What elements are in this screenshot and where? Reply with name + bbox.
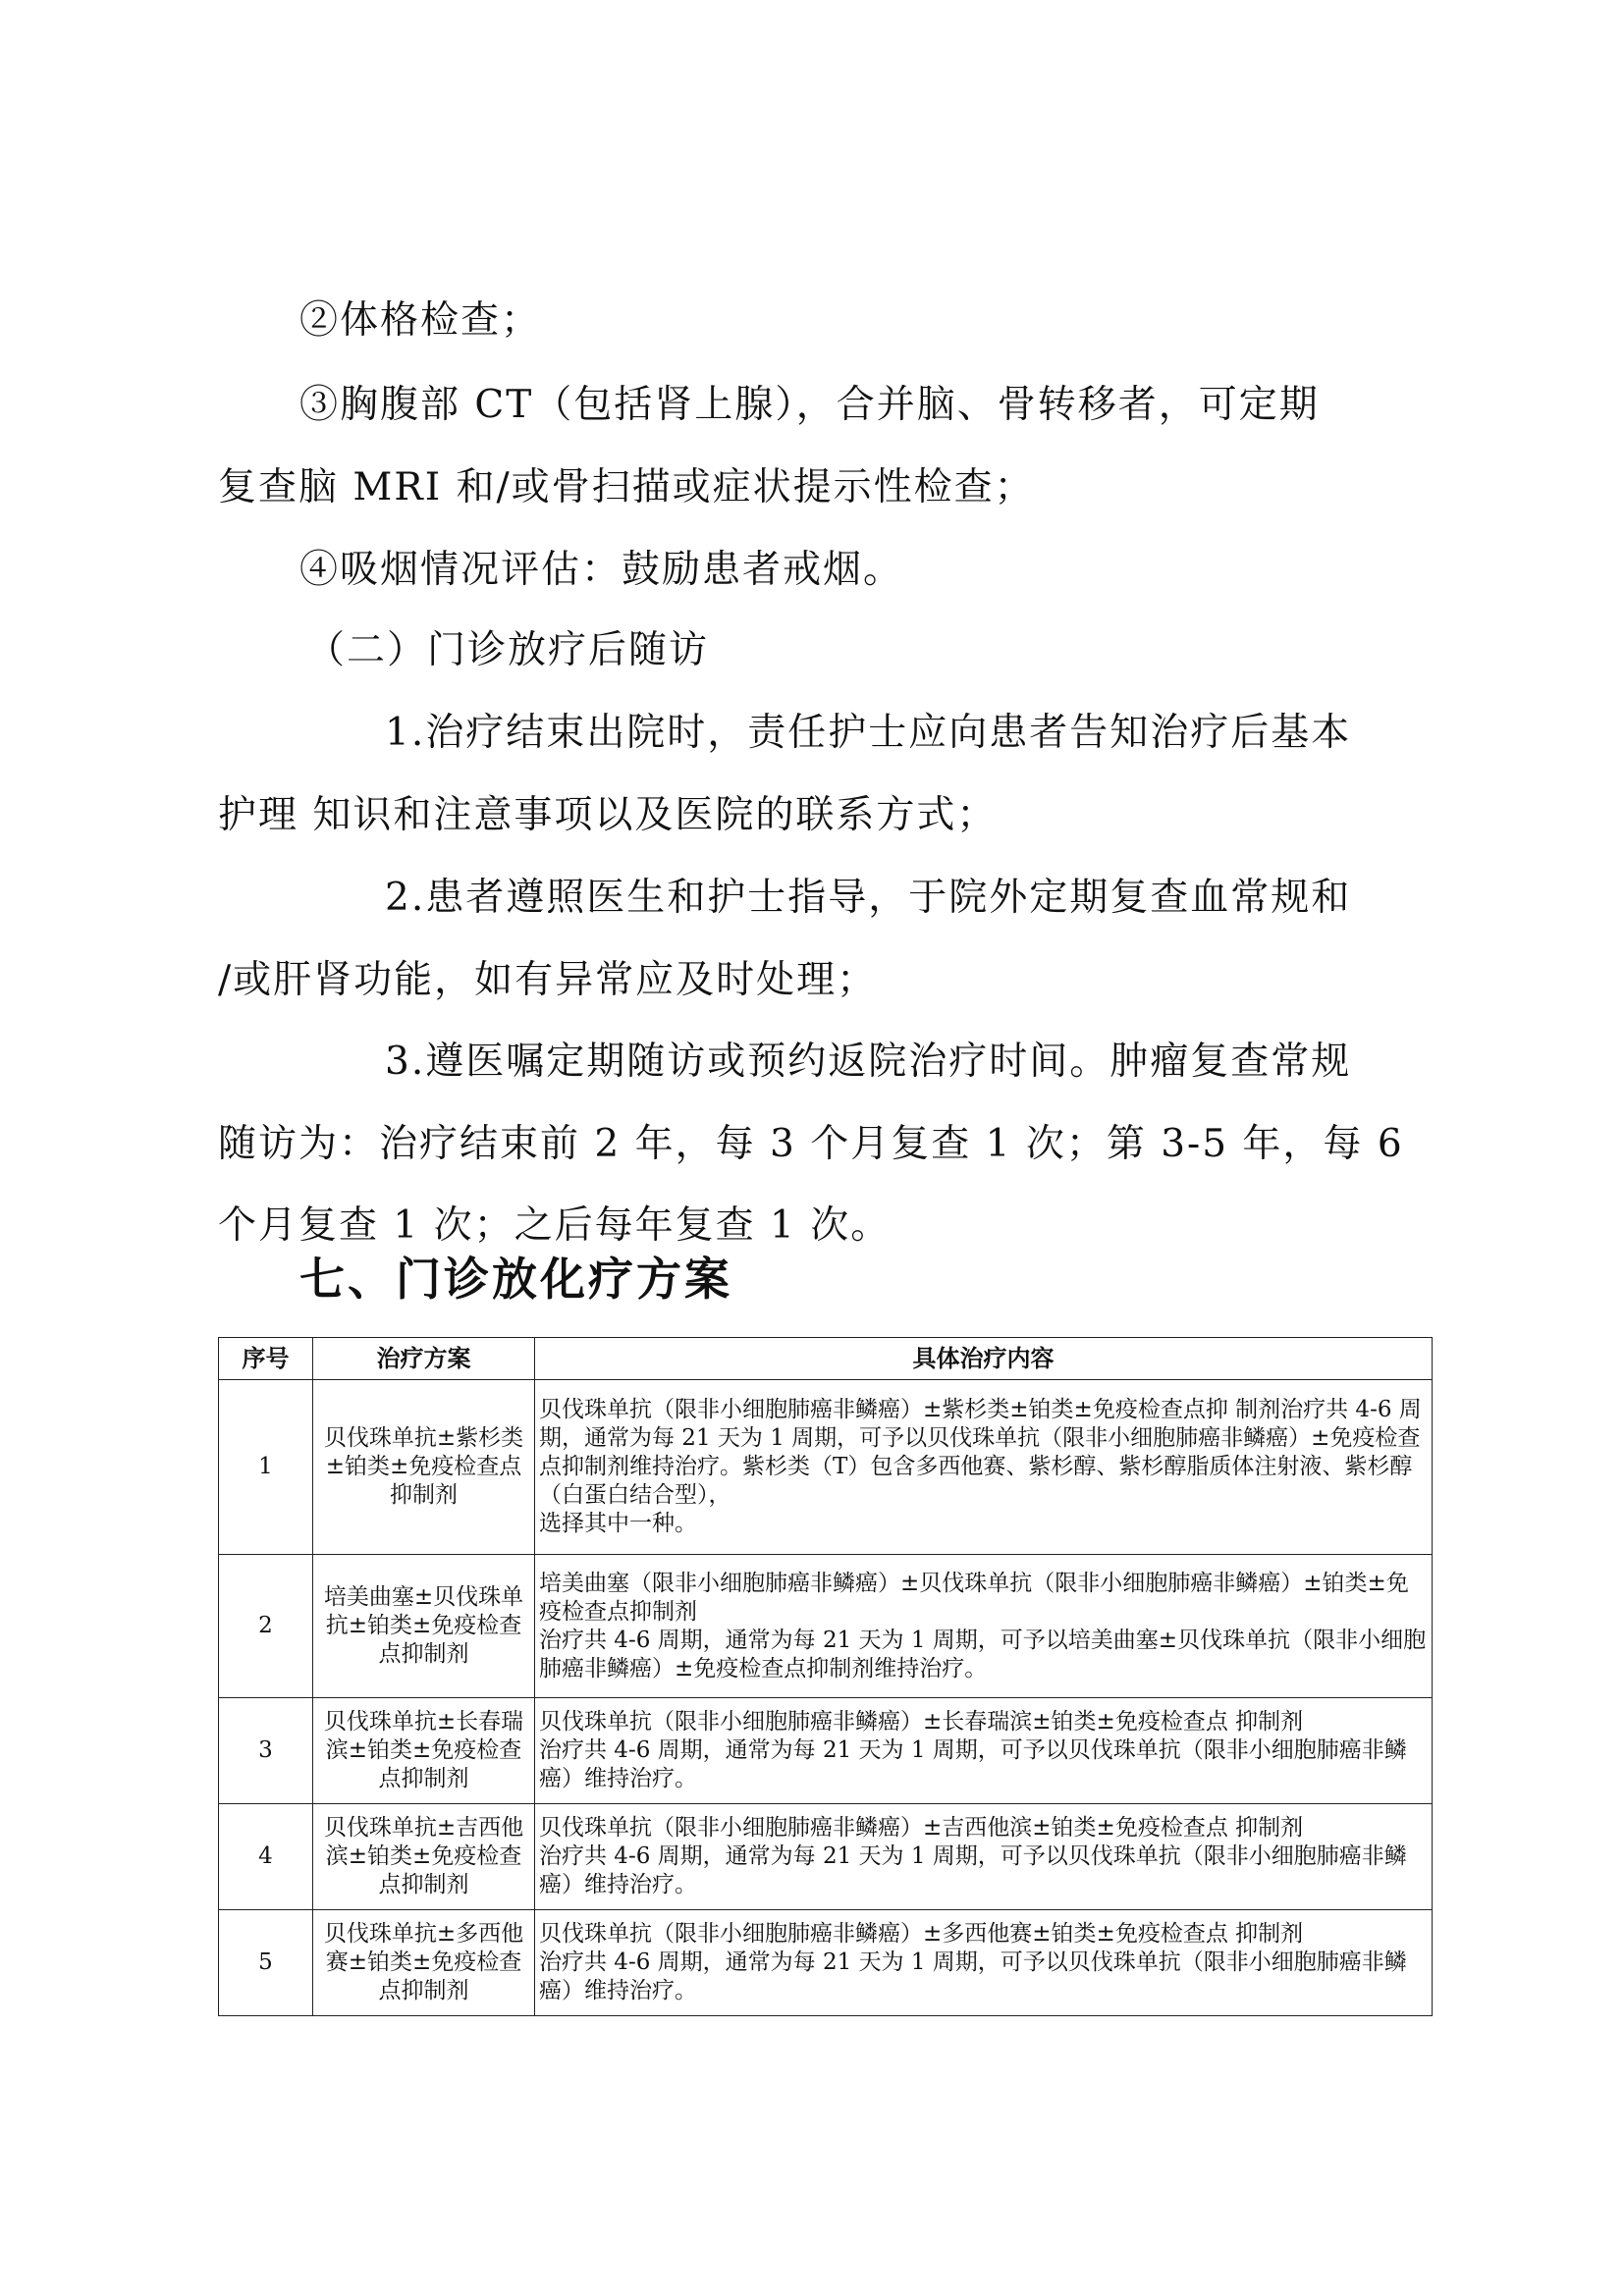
followup-p3-line1: 3.遵医嘱定期随访或预约返院治疗时间。肿瘤复查常规 xyxy=(385,1040,1352,1084)
table-row xyxy=(219,1910,1433,2016)
row-detail xyxy=(535,1555,1433,1698)
row-plan-name: 贝伐珠单抗±长春瑞滨±铂类±免疫检查点抑制剂 xyxy=(313,1698,535,1804)
row-plan-name: 培美曲塞±贝伐珠单抗±铂类±免疫检查点抑制剂 xyxy=(313,1555,535,1698)
row-detail-line: 治疗共 4-6 周期，通常为每 21 天为 1 周期，可予以贝伐珠单抗（限非小细胞肺癌非鳞癌）维持治疗。 xyxy=(539,1737,1407,1791)
row-detail-line: 治疗共 4-6 周期，通常为每 21 天为 1 周期，可予以贝伐珠单抗（限非小细胞肺癌非鳞癌）维持治疗。 xyxy=(539,1949,1407,2003)
table-row xyxy=(219,1698,1433,1804)
exam-item-physical: ②体格检查； xyxy=(299,298,542,343)
row-detail xyxy=(535,1380,1433,1555)
followup-heading: （二）门诊放疗后随访 xyxy=(306,628,710,672)
row-number: 1 xyxy=(219,1380,313,1555)
column-header-no: 序号 xyxy=(219,1338,313,1380)
exam-item-ct-line1: ③胸腹部 CT（包括肾上腺），合并脑、骨转移者，可定期 xyxy=(299,383,1320,427)
table-row xyxy=(219,1555,1433,1698)
row-number: 4 xyxy=(219,1804,313,1910)
row-detail-line: 治疗共 4-6 周期，通常为每 21 天为 1 周期，可予以培美曲塞±贝伐珠单抗（限非小细胞肺癌非鳞癌）±免疫检查点抑制剂维持治疗。 xyxy=(539,1627,1427,1682)
table-header-row xyxy=(219,1338,1433,1380)
row-detail-line: 贝伐珠单抗（限非小细胞肺癌非鳞癌）±多西他赛±铂类±免疫检查点 抑制剂 xyxy=(539,1921,1304,1947)
treatment-plan-table xyxy=(218,1337,1433,2016)
followup-p3-line2: 随访为：治疗结束前 2 年，每 3 个月复查 1 次；第 3-5 年，每 6 xyxy=(218,1122,1404,1166)
row-detail-line: 治疗共 4-6 周期，通常为每 21 天为 1 周期，可予以贝伐珠单抗（限非小细胞肺癌非鳞癌）维持治疗。 xyxy=(539,1843,1407,1897)
followup-p1-line1: 1.治疗结束出院时，责任护士应向患者告知治疗后基本 xyxy=(385,711,1352,755)
row-number: 5 xyxy=(219,1910,313,2016)
column-header-plan: 治疗方案 xyxy=(313,1338,535,1380)
row-detail xyxy=(535,1804,1433,1910)
exam-item-ct-line2: 复查脑 MRI 和/或骨扫描或症状提示性检查； xyxy=(218,465,1035,509)
row-detail-line: 贝伐珠单抗（限非小细胞肺癌非鳞癌）±长春瑞滨±铂类±免疫检查点 抑制剂 xyxy=(539,1709,1304,1735)
exam-item-smoking: ④吸烟情况评估：鼓励患者戒烟。 xyxy=(299,548,904,592)
row-detail xyxy=(535,1698,1433,1804)
row-plan-name: 贝伐珠单抗±紫杉类±铂类±免疫检查点抑制剂 xyxy=(313,1380,535,1555)
table-row xyxy=(219,1380,1433,1555)
row-detail-line: 贝伐珠单抗（限非小细胞肺癌非鳞癌）±吉西他滨±铂类±免疫检查点 抑制剂 xyxy=(539,1815,1304,1841)
row-plan-name: 贝伐珠单抗±多西他赛±铂类±免疫检查点抑制剂 xyxy=(313,1910,535,2016)
row-detail-line: 培美曲塞（限非小细胞肺癌非鳞癌）±贝伐珠单抗（限非小细胞肺癌非鳞癌）±铂类±免疫检查点抑制剂 xyxy=(539,1570,1409,1625)
followup-p2-line2: /或肝肾功能，如有异常应及时处理； xyxy=(218,958,878,1002)
followup-p2-line1: 2.患者遵照医生和护士指导，于院外定期复查血常规和 xyxy=(385,876,1352,920)
followup-p1-line2: 护理 知识和注意事项以及医院的联系方式； xyxy=(218,793,998,837)
row-plan-name: 贝伐珠单抗±吉西他滨±铂类±免疫检查点抑制剂 xyxy=(313,1804,535,1910)
column-header-detail: 具体治疗内容 xyxy=(535,1338,1433,1380)
row-number: 3 xyxy=(219,1698,313,1804)
row-detail-line: 贝伐珠单抗（限非小细胞肺癌非鳞癌）±紫杉类±铂类±免疫检查点抑 制剂治疗共 4-6 周期，通常为每 21 天为 1 周期，可予以贝伐珠单抗（限非小细胞肺癌非鳞癌）±免疫检查点抑制剂维持治疗。紫杉类（T）包含多西他赛、紫杉醇、紫杉醇脂质体注射液、紫杉醇（白蛋白结合型）， xyxy=(539,1397,1422,1508)
row-detail xyxy=(535,1910,1433,2016)
table-row xyxy=(219,1804,1433,1910)
row-number: 2 xyxy=(219,1555,313,1698)
followup-p3-line3: 个月复查 1 次；之后每年复查 1 次。 xyxy=(218,1203,892,1248)
row-detail-line: 选择其中一种。 xyxy=(539,1511,697,1536)
section-7-heading: 七、门诊放化疗方案 xyxy=(299,1253,732,1306)
